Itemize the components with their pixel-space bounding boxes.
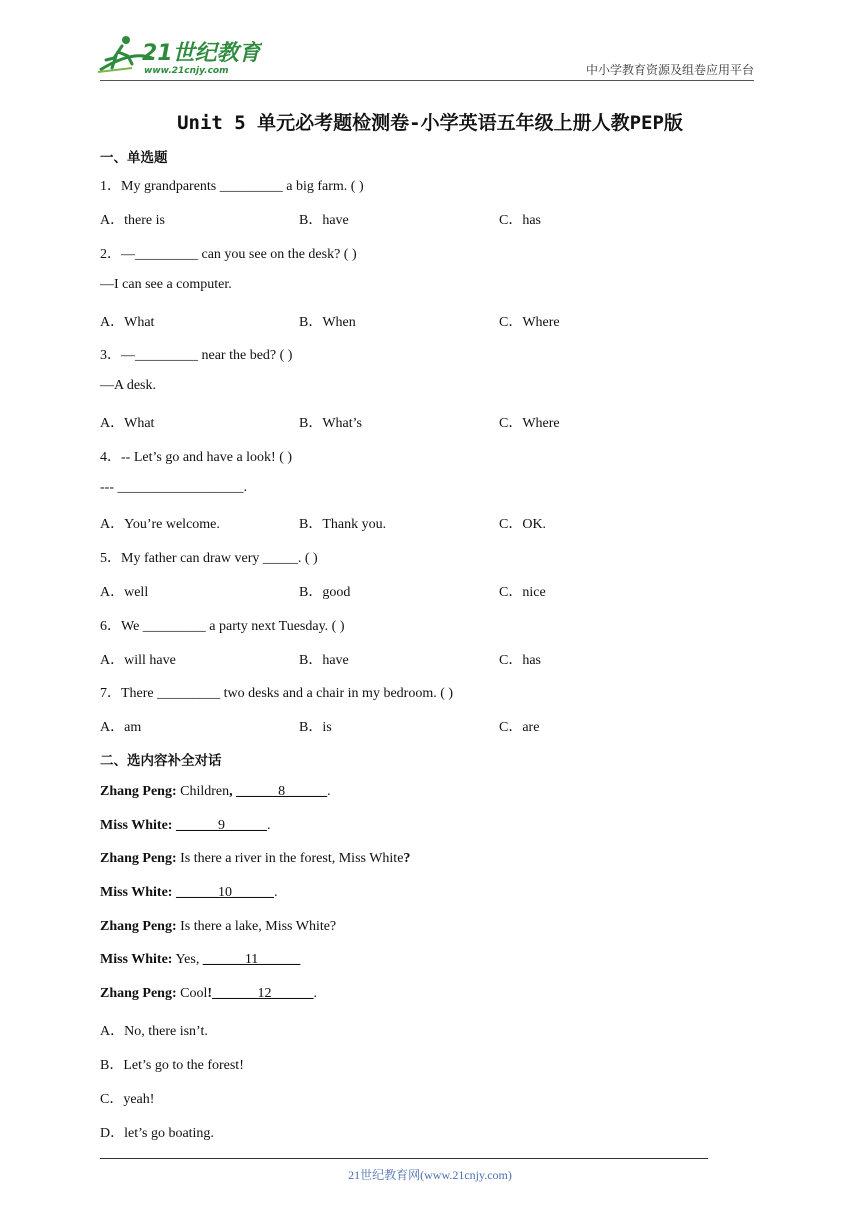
question-2-stem: 2．—_________ can you see on the desk? ( ) [100, 247, 357, 262]
question-6-stem: 6．We _________ a party next Tuesday. ( ) [100, 619, 345, 634]
blank-9: ______9______ [175, 818, 267, 833]
q7-option-c: C．are [499, 720, 540, 735]
q2-option-c: C．Where [499, 315, 560, 330]
speaker: Zhang Peng: [100, 851, 177, 866]
logo-url: www.21cnjy.com [144, 66, 229, 76]
choice-option-a: A．No, there isn’t. [100, 1024, 208, 1039]
logo-text: 21世纪教育 [142, 41, 261, 66]
q7-option-b: B．is [299, 720, 332, 735]
q4-option-c: C．OK. [499, 517, 547, 532]
q6-option-b: B．have [299, 653, 349, 668]
q6-option-c: C．has [499, 653, 541, 668]
q3-option-b: B．What’s [299, 416, 362, 431]
speaker: Miss White: [100, 818, 173, 833]
logo-icon [92, 30, 262, 78]
dialogue-line-4: Miss White: ______10______. [100, 885, 278, 900]
speaker: Miss White: [100, 952, 173, 967]
speaker: Zhang Peng: [100, 919, 177, 934]
dialogue-line-3: Zhang Peng: Is there a river in the forest, Miss White? [100, 851, 411, 866]
q4-option-a: A．You’re welcome. [100, 517, 220, 532]
q5-option-a: A．well [100, 585, 149, 600]
question-4-stem: 4．-- Let’s go and have a look! ( ) [100, 450, 293, 465]
speaker: Miss White: [100, 885, 173, 900]
question-1-stem: 1．My grandparents _________ a big farm. ( ) [100, 179, 364, 194]
q5-option-c: C．nice [499, 585, 546, 600]
q4-option-b: B．Thank you. [299, 517, 387, 532]
section-heading-2: 二、选内容补全对话 [100, 753, 222, 769]
dialogue-line-5: Zhang Peng: Is there a lake, Miss White? [100, 919, 337, 934]
dialogue-line-2: Miss White: ______9______. [100, 818, 271, 833]
section-heading-1: 一、单选题 [100, 150, 168, 166]
blank-10: ______10______ [175, 885, 274, 900]
page-title: Unit 5 单元必考题检测卷-小学英语五年级上册人教PEP版 [177, 112, 683, 134]
choice-option-b: B．Let’s go to the forest! [100, 1058, 244, 1073]
dialogue-line-1: Zhang Peng: Children, ______8______. [100, 784, 331, 799]
footer-text: 21世纪教育网(www.21cnjy.com) [348, 1168, 512, 1182]
q2-option-a: A．What [100, 315, 155, 330]
q7-option-a: A．am [100, 720, 142, 735]
speaker: Zhang Peng: [100, 784, 177, 799]
q1-option-a: A．there is [100, 213, 165, 228]
q1-option-b: B．have [299, 213, 349, 228]
question-2-reply: —I can see a computer. [100, 277, 232, 292]
dialogue-line-7: Zhang Peng: Cool! ______12______. [100, 986, 318, 1001]
speaker: Zhang Peng: [100, 986, 177, 1001]
q6-option-a: A．will have [100, 653, 176, 668]
choice-option-d: D．let’s go boating. [100, 1126, 214, 1141]
q3-option-a: A．What [100, 416, 155, 431]
page-header [0, 0, 860, 90]
question-4-reply: --- __________________. [100, 480, 247, 495]
q3-option-c: C．Where [499, 416, 560, 431]
dialogue-line-6: Miss White: Yes, ______11______ [100, 952, 301, 967]
question-3-stem: 3．—_________ near the bed? ( ) [100, 348, 293, 363]
blank-8: ______8______ [236, 784, 328, 799]
q1-option-c: C．has [499, 213, 541, 228]
blank-11: ______11______ [202, 952, 301, 967]
question-7-stem: 7．There _________ two desks and a chair in my bedroom. ( ) [100, 686, 454, 701]
blank-12: ______12______ [212, 986, 314, 1001]
q5-option-b: B．good [299, 585, 351, 600]
footer-divider [100, 1158, 708, 1159]
question-5-stem: 5．My father can draw very _____. ( ) [100, 551, 318, 566]
q2-option-b: B．When [299, 315, 356, 330]
header-platform-text: 中小学教育资源及组卷应用平台 [585, 63, 754, 77]
header-divider [100, 80, 754, 81]
choice-option-c: C．yeah! [100, 1092, 155, 1107]
question-3-reply: —A desk. [100, 378, 156, 393]
